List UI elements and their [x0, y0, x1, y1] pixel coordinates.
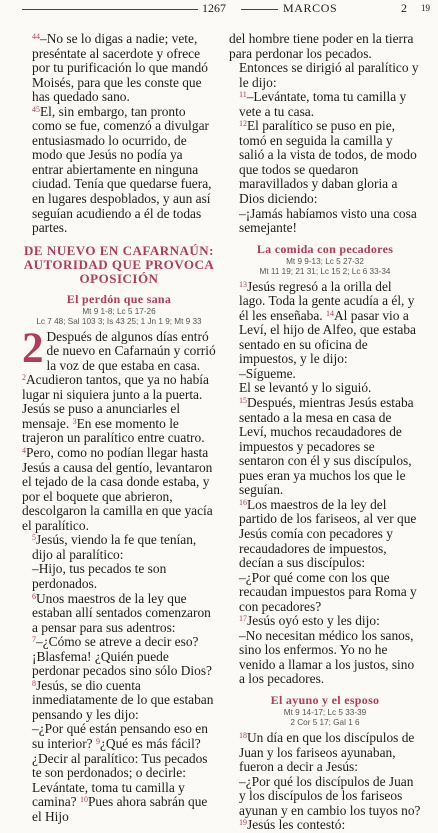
subsection-title-meal: La comida con pecadores — [256, 241, 394, 256]
verse-14-quote: –Sígueme. — [239, 365, 296, 381]
verse-17: $^{17}$Jesús oyó esto y les dijo: — [239, 613, 380, 629]
verse-10-cont: del hombre tiene poder en la tierra para perdonar los pecados. — [229, 31, 414, 61]
verse-5: $^5$Jesús, viendo la fe que tenían, dijo al paralítico: — [32, 532, 197, 562]
page-number: 1267 — [202, 1, 226, 15]
verse-12: $^{12}$El paralítico se puso en pie, tomó en seguida la camilla y salió a la vista de todos, de modo que todos se quedaron maravillados y daban gloria a Dios diciendo: — [239, 118, 417, 207]
cross-references-fasting: Mt 9 14-17; Lc 5 33-39 2 Cor 5 17; Gal 1 6 — [283, 707, 367, 727]
verse-6: $^6$Unos maestros de la ley que estaban allí sentados comenzaron a pensar para sus adentros: — [32, 590, 211, 635]
verse-15: $^{15}$Después, mientras Jesús estaba sentado a la mesa en casa de Leví, muchos recaudadores de impuestos y pecadores se sentaron con él y sus discípulos, pues eran ya muchos los que le seguían. — [239, 395, 414, 498]
cross-references: Mt 9 1-8; Lc 5 17-26 Lc 7 48; Sal 103 3; Is 43 25; 1 Jn 1 9; Mt 9 33 — [36, 306, 202, 326]
page-header — [0, 0, 438, 20]
verse-16-quote: –¿Por qué come con los que recaudan impuestos para Roma y con pecadores? — [239, 569, 417, 614]
verse-45: $^{45}$El, sin embargo, tan pronto como se fue, comenzó a divulgar entusiasmado lo ocurrido, de modo que Jesús no podía ya entrar abiertamente en ninguna ciudad. Tenía que quedarse fuera, en lugares despoblados, y aun así seguían acudiendo a él de todas partes. — [32, 103, 212, 236]
verse-12-quote: –¡Jamás habíamos visto una cosa semejante! — [239, 205, 417, 236]
verse-18: $^{18}$Un día en que los discípulos de Juan y los fariseos ayunaban, fueron a decir a Jesús: — [239, 729, 415, 775]
cross-references-meal: Mt 9 9-13; Lc 5 27-32 Mt 11 19; 21 31; Lc 15 2; Lc 6 33-34 — [259, 256, 391, 276]
left-column — [22, 32, 216, 824]
verse-16: $^{16}$Los maestros de la ley del partido de los fariseos, al ver que Jesús comía con pecadores y recaudadores de impuestos, decían a sus discípulos: — [239, 496, 417, 571]
verse-18-quote: –¿Por qué los discípulos de Juan y los discípulos de los fariseos ayunan y en cambio los tuyos no? — [239, 773, 421, 818]
header-rule-left — [22, 9, 198, 10]
header-rule-right — [241, 9, 278, 10]
section-title: DE NUEVO EN CAFARNAÚN: AUTORIDAD QUE PROVOCA OPOSICIÓN — [23, 242, 215, 286]
verse-19: $^{19}$Jesús les contestó: — [239, 817, 346, 833]
verse-11-intro: Entonces se dirigió al paralítico y le dijo: — [239, 60, 419, 90]
subsection-title-fasting: El ayuno y el esposo — [270, 692, 380, 707]
verse-14-end: El se levantó y lo siguió. — [239, 380, 372, 396]
verse-7: $^7$–¿Cómo se atreve a decir eso? ¡Blasfema! ¿Quién puede perdonar pecados sino sólo Dios? — [32, 634, 212, 679]
subsection-title-forgiveness: El perdón que sana — [66, 291, 172, 306]
verse-17-quote: –No necesitan médico los sanos, sino los enfermos. Yo no he venido a llamar a los justos, sino a los pecadores. — [239, 627, 415, 687]
verse-5-quote: –Hijo, tus pecados te son perdonados. — [32, 561, 167, 591]
verse-11: $^{11}$–Levántate, toma tu camilla y vete a tu casa. — [239, 89, 407, 119]
verse-1: 2 Después de algunos días entró de nuevo en Cafarnaún y corrió la voz de que estaba en casa. $^2$Acudieron tantos, que ya no había lugar ni siquiera junto a la puerta. Jesús se puso a anunciarles el mensaje. $^3$En ese momento le trajeron un paralítico entre cuatro. $^4$Pero, como no podían llegar hasta Jesús a causa del gentío, levantaron el tejado de la casa donde estaba, y por el boquete que abrieron, descolgaron la camilla en que yacía el paralítico. — [22, 324, 216, 533]
book-name: MARCOS — [283, 1, 338, 15]
verse-8: $^8$Jesús, se dio cuenta inmediatamente de lo que estaban pensando y les dijo: — [32, 677, 214, 722]
chapter-dropcap: 2 — [22, 324, 44, 372]
verse-13: $^{13}$Jesús regresó a la orilla del lago. Toda la gente acudía a él, y él les enseñaba. $^{14}$Al pasar vio a Leví, el hijo de Alfeo, que estaba sentado en su oficina de impuestos, y le dijo: — [239, 278, 416, 367]
chapter-number: 2 — [401, 1, 407, 15]
verse-44: $^{44}$–No se lo digas a nadie; vete, preséntate al sacerdote y ofrece por tu purificación lo que mandó Moisés, para que les conste que has quedado sano. — [32, 31, 208, 105]
edition-mark: 19 — [421, 3, 430, 13]
right-column — [229, 32, 421, 833]
verse-8-quote: –¿Por qué están pensando eso en su interior? $^9$¿Qué es más fácil? ¿Decir al paralítico: Tus pecados te son perdonados; o decirle: Levántate, toma tu camilla y camina? $^{10}$Pues ahora sabrán que el Hijo — [32, 721, 208, 824]
